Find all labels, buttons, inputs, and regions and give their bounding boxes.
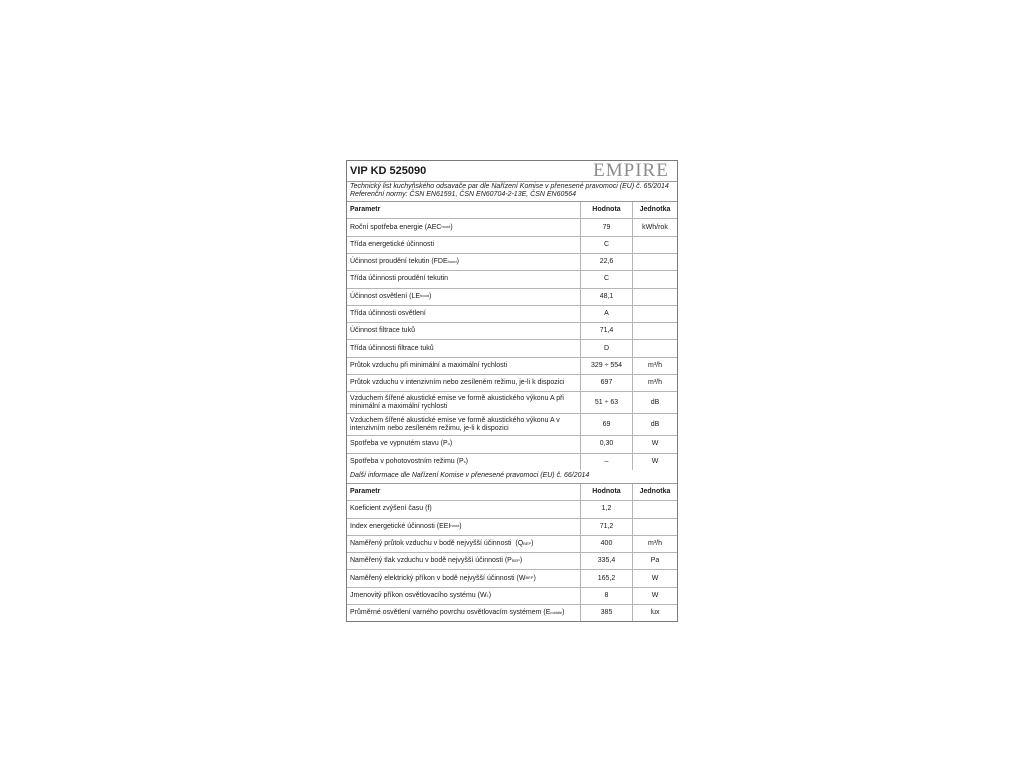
param-cell [347, 454, 580, 470]
model-title: VIP KD 525090 [350, 165, 427, 177]
param-cell [347, 414, 580, 435]
table-row [347, 237, 677, 254]
regulation-note [347, 182, 677, 202]
param-cell [347, 340, 580, 356]
param-name: Účinnost osvětlení (LE [350, 292, 421, 300]
table-row [347, 553, 677, 570]
param-cell [347, 588, 580, 604]
unit-cell: W [632, 436, 677, 452]
table-row [347, 323, 677, 340]
table-row [347, 289, 677, 306]
param-cell [347, 436, 580, 452]
value-cell: 51 ÷ 63 [580, 392, 632, 413]
unit-cell [632, 519, 677, 535]
param-cell [347, 323, 580, 339]
param-subscript: hood [450, 523, 460, 529]
param-tail: ) [450, 223, 453, 231]
table-row [347, 519, 677, 536]
table-row [347, 358, 677, 375]
param-tail: ) [456, 258, 459, 266]
unit-cell: W [632, 570, 677, 586]
param-tail: ) [449, 440, 453, 448]
param-name: Třída účinnosti filtrace tuků [350, 344, 434, 352]
param-cell [347, 392, 580, 413]
unit-cell: dB [632, 414, 677, 435]
unit-cell [632, 323, 677, 339]
param-subscript: BEP [511, 558, 520, 564]
value-cell: A [580, 306, 632, 322]
param-cell [347, 306, 580, 322]
spec-sheet [346, 160, 678, 622]
param-name: Vzduchem šířené akustické emise ve formě akustického výkonu A při minimální a maximální rychlosti [350, 394, 566, 410]
param-cell [347, 553, 580, 569]
param-name: Třída energetické účinnosti [350, 240, 435, 248]
table-body-1 [347, 219, 677, 470]
param-subscript: hood [420, 293, 429, 299]
param-cell [347, 375, 580, 391]
param-name: Jmenovitý příkon osvětlovacího systému (W [350, 591, 487, 599]
value-cell: 71,4 [580, 323, 632, 339]
param-cell [347, 501, 580, 517]
param-name: Index energetické účinnosti (EEI [350, 522, 451, 530]
param-tail: ) [562, 609, 565, 617]
value-cell: 1,2 [580, 501, 632, 517]
param-subscript: middle [550, 609, 563, 615]
param-name: Naměřený elektrický příkon v bodě nejvyšší účinnosti (W [350, 574, 526, 582]
param-cell [347, 519, 580, 535]
param-tail: ) [488, 591, 492, 599]
param-cell [347, 289, 580, 305]
unit-cell [632, 289, 677, 305]
param-name: Průměrné osvětlení varného povrchu osvětlovacím systémem (E [350, 609, 551, 617]
value-cell: 22,6 [580, 254, 632, 270]
unit-cell: m³/h [632, 375, 677, 391]
param-name: Třída účinnosti proudění tekutin [350, 275, 449, 283]
param-subscript: s [463, 458, 466, 464]
table-body-2 [347, 501, 677, 621]
param-cell [347, 536, 580, 552]
unit-cell [632, 501, 677, 517]
table-header-2 [347, 484, 677, 501]
param-name: Účinnost filtrace tuků [350, 327, 415, 335]
unit-cell: Pa [632, 553, 677, 569]
table-row [347, 570, 677, 587]
param-subscript: BEP [523, 540, 532, 546]
sheet-header [347, 161, 677, 182]
header-param: Parametr [350, 488, 381, 496]
header-value: Hodnota [580, 484, 632, 500]
header-value: Hodnota [580, 202, 632, 218]
unit-cell [632, 271, 677, 287]
param-name: Naměřený průtok vzduchu v bodě nejvyšší účinnosti (Q [350, 540, 524, 548]
unit-cell: dB [632, 392, 677, 413]
unit-cell: W [632, 588, 677, 604]
table-row [347, 340, 677, 357]
header-unit: Jednotka [632, 484, 677, 500]
value-cell: 329 ÷ 554 [580, 358, 632, 374]
table-row [347, 588, 677, 605]
param-cell [347, 358, 580, 374]
param-tail: ) [428, 292, 432, 300]
param-cell [347, 237, 580, 253]
unit-cell [632, 340, 677, 356]
param-cell [347, 271, 580, 287]
value-cell: 335,4 [580, 553, 632, 569]
param-name: Průtok vzduchu při minimální a maximální rychlosti [350, 361, 508, 369]
param-tail: ) [531, 540, 534, 548]
table-row [347, 501, 677, 518]
value-cell: D [580, 340, 632, 356]
param-tail: ) [533, 574, 536, 582]
value-cell: 0,30 [580, 436, 632, 452]
table-row [347, 414, 677, 436]
param-cell [347, 570, 580, 586]
table-row [347, 605, 677, 621]
value-cell: C [580, 271, 632, 287]
regulation-note-line1: Technický list kuchyňského odsavače par dle Nařízení Komise v přenesené pravomoci (EU) č. 65/2014 [350, 183, 669, 190]
param-tail: ) [459, 522, 462, 530]
value-cell: – [580, 454, 632, 470]
table-row [347, 536, 677, 553]
value-cell: C [580, 237, 632, 253]
table-row [347, 454, 677, 470]
table-header [347, 202, 677, 219]
unit-cell [632, 306, 677, 322]
unit-cell [632, 254, 677, 270]
param-subscript: L [486, 592, 489, 598]
unit-cell [632, 237, 677, 253]
value-cell: 71,2 [580, 519, 632, 535]
value-cell: 400 [580, 536, 632, 552]
param-cell [347, 219, 580, 235]
value-cell: 165,2 [580, 570, 632, 586]
table-row [347, 375, 677, 392]
table-row [347, 271, 677, 288]
param-name: Účinnost proudění tekutin (FDE [350, 258, 448, 266]
unit-cell: m³/h [632, 358, 677, 374]
value-cell: 385 [580, 605, 632, 621]
param-name: Třída účinnosti osvětlení [350, 310, 426, 317]
value-cell: 79 [580, 219, 632, 235]
table-row [347, 306, 677, 323]
param-subscript: hood [447, 258, 457, 264]
param-name: Roční spotřeba energie (AEC [350, 223, 442, 231]
table-row [347, 219, 677, 236]
unit-cell: W [632, 454, 677, 470]
table-row [347, 254, 677, 271]
value-cell: 48,1 [580, 289, 632, 305]
unit-cell: m³/h [632, 536, 677, 552]
param-name: Vzduchem šířené akustické emise ve formě akustického výkonu A v intenzivním nebo zesíleném režimu, je-li k dispozici [350, 416, 562, 432]
unit-cell: lux [632, 605, 677, 621]
param-tail: ) [519, 557, 523, 565]
brand-logo: EMPIRE [593, 160, 669, 182]
param-name: Spotřeba ve vypnutém stavu (P [350, 440, 448, 448]
unit-cell: kWh/rok [632, 219, 677, 235]
param-cell [347, 605, 580, 621]
param-subscript: hood [441, 224, 451, 230]
header-param: Parametr [350, 206, 381, 214]
extra-info-note: Další informace dle Nařízení Komise v přenesené pravomoci (EU) č. 66/2014 [347, 470, 677, 484]
param-name: Koeficient zvýšení času (f) [350, 505, 432, 513]
table-row [347, 436, 677, 453]
param-cell [347, 254, 580, 270]
table-row [347, 392, 677, 414]
param-name: Naměřený tlak vzduchu v bodě nejvyšší účinnosti (P [350, 557, 512, 565]
param-subscript: o [447, 441, 450, 447]
param-tail: ) [465, 457, 468, 465]
value-cell: 8 [580, 588, 632, 604]
value-cell: 69 [580, 414, 632, 435]
param-name: Spotřeba v pohotovostním režimu (P [350, 457, 464, 465]
regulation-note-line2: Referenční normy: ČSN EN61591, ČSN EN60704-2-13E, ČSN EN60564 [350, 191, 577, 199]
value-cell: 697 [580, 375, 632, 391]
param-name: Průtok vzduchu v intenzivním nebo zesíleném režimu, je-li k dispozici [350, 379, 565, 387]
param-subscript: BEP [525, 575, 534, 581]
header-unit: Jednotka [632, 202, 677, 218]
